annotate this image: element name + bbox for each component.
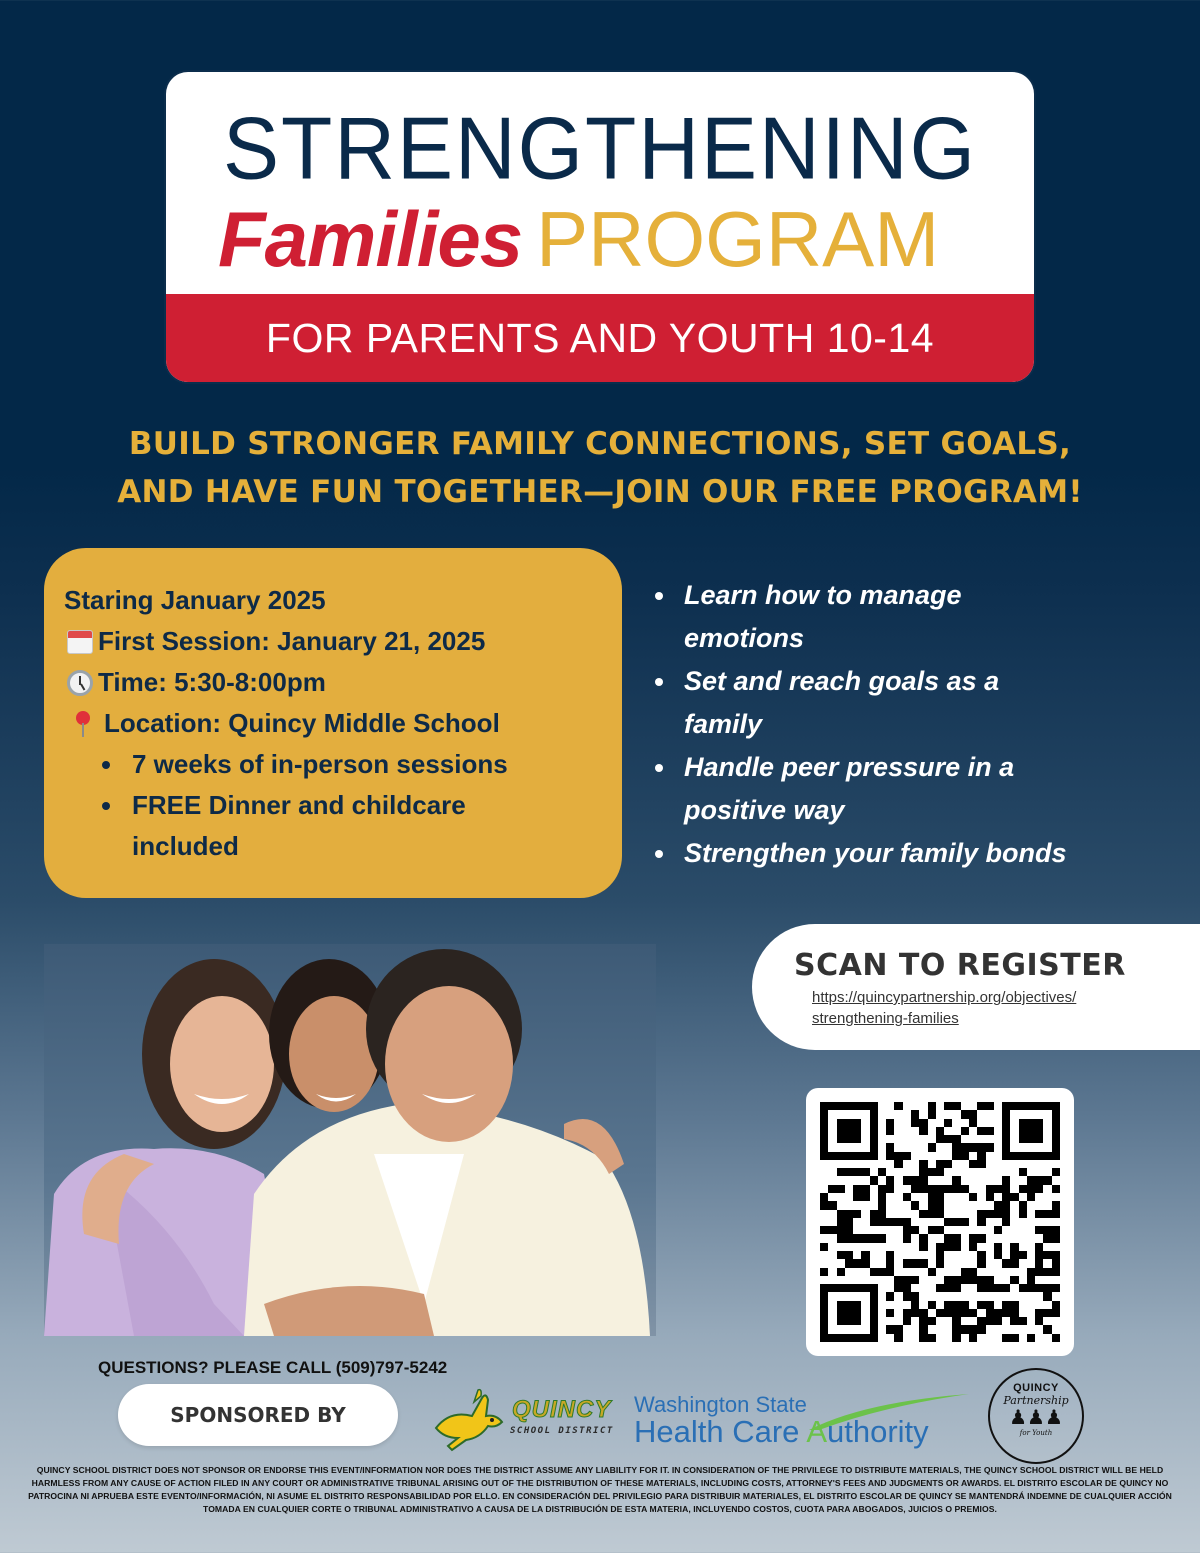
session-time: Time: 5:30-8:00pm — [64, 662, 622, 703]
sponsored-by-label: SPONSORED BY — [170, 1403, 346, 1427]
tagline-line1: BUILD STRONGER FAMILY CONNECTIONS, SET GOALS, — [128, 426, 1072, 462]
info-bullets — [92, 744, 622, 867]
starting-date: Staring January 2025 — [64, 585, 326, 615]
audience-text: FOR PARENTS AND YOUTH 10-14 — [265, 314, 935, 361]
list-item: Strengthen your family bonds — [650, 832, 1170, 875]
list-item: Set and reach goals as a family — [650, 660, 1070, 746]
list-item: FREE Dinner and childcare included — [92, 785, 482, 867]
health-care-authority-logo: Washington State Health Care Authority — [634, 1390, 974, 1454]
register-pill — [752, 924, 1200, 1050]
family-photo — [44, 944, 656, 1336]
registration-qr-code[interactable] — [806, 1088, 1074, 1356]
qsd-name: QUINCY — [512, 1396, 612, 1423]
first-session: First Session: January 21, 2025 — [64, 621, 622, 662]
qsd-subtitle: SCHOOL DISTRICT — [510, 1426, 614, 1436]
family-photo-illustration — [44, 944, 656, 1336]
calendar-icon — [67, 630, 93, 654]
list-item: Learn how to manage emotions — [650, 574, 1030, 660]
session-location: Location: Quincy Middle School — [64, 703, 622, 744]
clock-icon — [67, 670, 93, 696]
tagline — [60, 420, 1140, 516]
audience-band — [166, 294, 1034, 382]
location-pin-icon — [76, 709, 90, 739]
register-link[interactable]: https://quincypartnership.org/objectives/ strengthening-families — [812, 989, 1077, 1027]
title-families: Families — [218, 195, 523, 283]
qr-code-pattern — [820, 1102, 1060, 1342]
session-info-card — [44, 548, 622, 898]
title-families-program — [218, 195, 940, 283]
scan-to-register-heading: SCAN TO REGISTER — [794, 948, 1126, 983]
quincy-partnership-logo: QUINCY Partnership ♟♟♟ for Youth — [988, 1368, 1084, 1464]
list-item: Handle peer pressure in a positive way — [650, 746, 1080, 832]
people-icon: ♟♟♟ — [1009, 1407, 1063, 1429]
questions-phone: QUESTIONS? PLEASE CALL (509)797-5242 — [98, 1358, 448, 1377]
jackrabbit-mascot-icon — [430, 1388, 510, 1452]
list-item: 7 weeks of in-person sessions — [92, 744, 622, 785]
sponsored-by-pill — [118, 1384, 398, 1446]
tagline-line2: AND HAVE FUN TOGETHER—JOIN OUR FREE PROGRAM! — [117, 474, 1083, 510]
benefits-list — [650, 574, 1170, 875]
legal-disclaimer: QUINCY SCHOOL DISTRICT DOES NOT SPONSOR OR ENDORSE THIS EVENT/INFORMATION NOR DOES THE DISTRICT ASSUME ANY LIABILITY FOR IT. IN CONSIDERATION OF THE PRIVILEGE TO DISTRIBUTE MATERIALS, THE QUINCY SCHOOL DISTRICT WILL BE HELD HARMLESS FROM ANY CAUSE OF ACTION FILED IN ANY COURT OR ADMINISTRATIVE TRIBUNAL ARISING OUT OF THE DISTRIBUTION OF THESE MATERIALS, INCLUDING COSTS, ATTORNEY'S FEES AND JUDGMENTS OR AWARDS. EL DISTRITO ESCOLAR DE QUINCY NO PATROCINA NI APRUEBA ESTE EVENTO/INFORMACIÓN, NI ASUME EL DISTRITO RESPONSABILIDAD POR ELLO. EN CONSIDERACIÓN DEL PRIVILEGIO PARA DISTRIBUIR MATERIALES, EL DISTRITO ESCOLAR DE QUINCY SE MANTENDRÁ INDEMNE DE CUALQUIER ACCIÓN TOMADA EN CUALQUIER CORTE O TRIBUNAL ADMINISTRATIVO A CAUSA DE LA DISTRIBUCIÓN DE ESTA MATERIA, INCLUYENDO COSTOS, CUOTA PARA ABOGADOS, JUICIOS O PREMIOS. — [28, 1465, 1172, 1514]
program-title-card — [166, 72, 1034, 382]
title-program: PROGRAM — [536, 195, 940, 283]
title-strengthening: STRENGTHENING — [222, 98, 978, 198]
quincy-school-district-logo — [430, 1388, 620, 1452]
